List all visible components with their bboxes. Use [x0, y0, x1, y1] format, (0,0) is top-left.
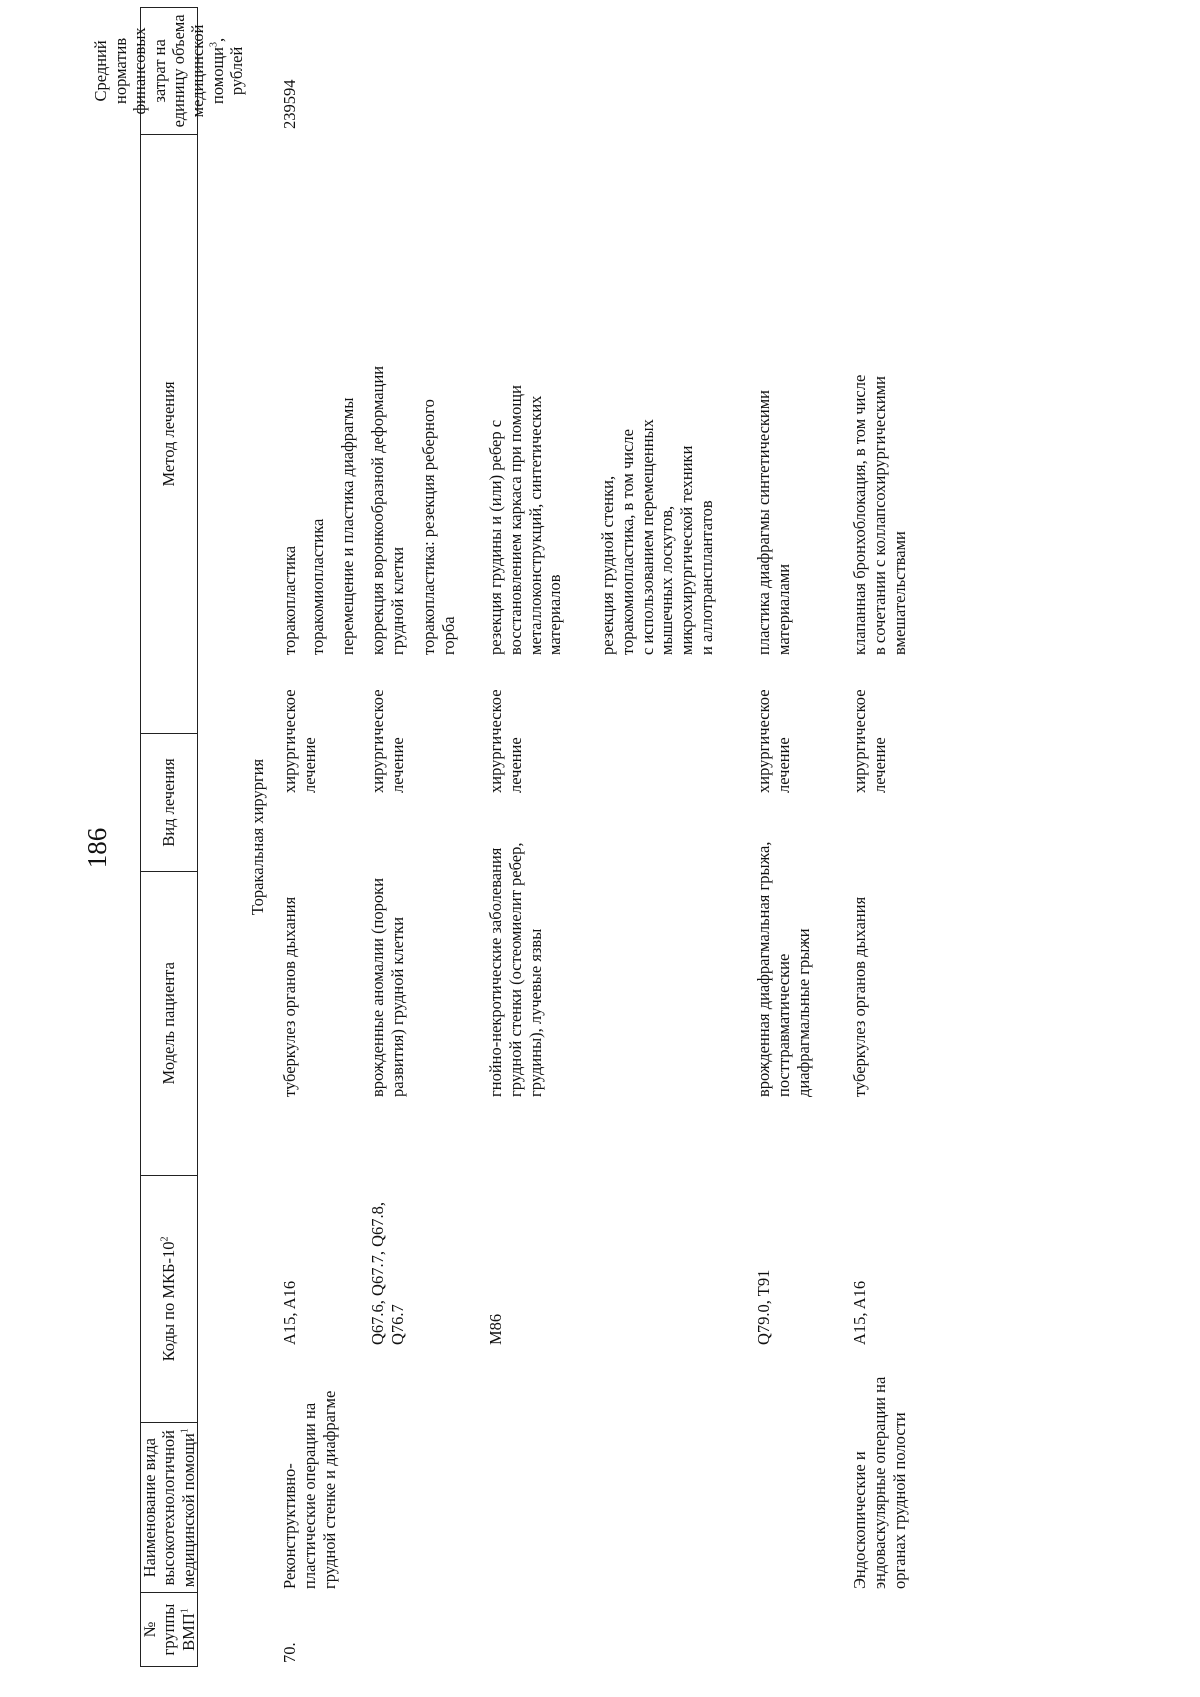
icd-codes: M86 — [486, 1313, 505, 1345]
average-cost: 239594 — [280, 79, 299, 129]
icd-codes: A15, A16 — [850, 1280, 869, 1345]
group-number: 70. — [280, 1642, 299, 1663]
treatment-type: хирургическое лечение — [754, 689, 793, 793]
header-icd-codes: Коды по МКБ-$10^2$ — [141, 1175, 197, 1423]
treatment-method: перемещение и пластика диафрагмы — [338, 397, 357, 655]
page-number: 186 — [82, 827, 112, 869]
section-title: Торакальная хирургия — [248, 758, 267, 916]
header-patient-model: Модель пациента — [141, 871, 197, 1175]
patient-model: туберкулез органов дыхания — [280, 896, 299, 1097]
treatment-method: торакопластика — [280, 545, 299, 655]
header-treatment-type: Вид лечения — [141, 733, 197, 871]
treatment-type: хирургическое лечение — [486, 689, 525, 793]
treatment-method: торакомиопластика — [308, 518, 327, 655]
treatment-type: хирургическое лечение — [850, 689, 889, 793]
treatment-method: клапанная бронхоблокация, в том числе в сочетании с коллапсохирургическими вмешательствами — [850, 374, 909, 655]
patient-model: гнойно-некротические заболевания грудной стенки (остеомиелит ребер, грудины), лучевые язвы — [486, 842, 545, 1097]
treatment-method: пластика диафрагмы синтетическими материалами — [754, 389, 793, 655]
header-treatment-method: Метод лечения — [141, 134, 197, 733]
care-type-name: Эндоскопические и эндоваскулярные операции на органах грудной полости — [850, 1376, 909, 1589]
treatment-method: резекция грудины и (или) ребер с восстановлением каркаса при помощи металлоконструкций, синтетических материалов — [486, 385, 565, 655]
treatment-method: торакопластика: резекция реберного горба — [419, 399, 458, 655]
patient-model: врожденная диафрагмальная грыжа, посттравматические диафрагмальные грыжи — [754, 841, 813, 1097]
care-type-name: Реконструктивно- пластические операции на грудной стенке и диафрагме — [280, 1390, 339, 1589]
treatment-type: хирургическое лечение — [280, 689, 319, 793]
header-average-cost: Средний норматив финансовых затрат на единицу объема медицинской помощи$^3$, рублей — [91, 14, 247, 128]
treatment-method: резекция грудной стенки, торакомиопластика, в том числе с использованием перемещенных мышечных лоскутов, микрохирургической техники и аллотрансплантатов — [598, 419, 716, 655]
treatment-method: коррекция воронкообразной деформации грудной клетки — [368, 365, 407, 655]
icd-codes: Q67.6, Q67.7, Q67.8, Q76.7 — [368, 1202, 407, 1345]
treatment-type: хирургическое лечение — [368, 689, 407, 793]
header-care-type-name: Наименование вида высокотехнологичной медицинской помощи$^1$ — [141, 1422, 197, 1592]
header-group-number: № группы ВМП$^1$ — [141, 1592, 197, 1666]
icd-codes: Q79.0, T91 — [754, 1269, 773, 1345]
patient-model: туберкулез органов дыхания — [850, 896, 869, 1097]
icd-codes: A15, A16 — [280, 1280, 299, 1345]
patient-model: врожденные аномалии (пороки развития) грудной клетки — [368, 877, 407, 1097]
